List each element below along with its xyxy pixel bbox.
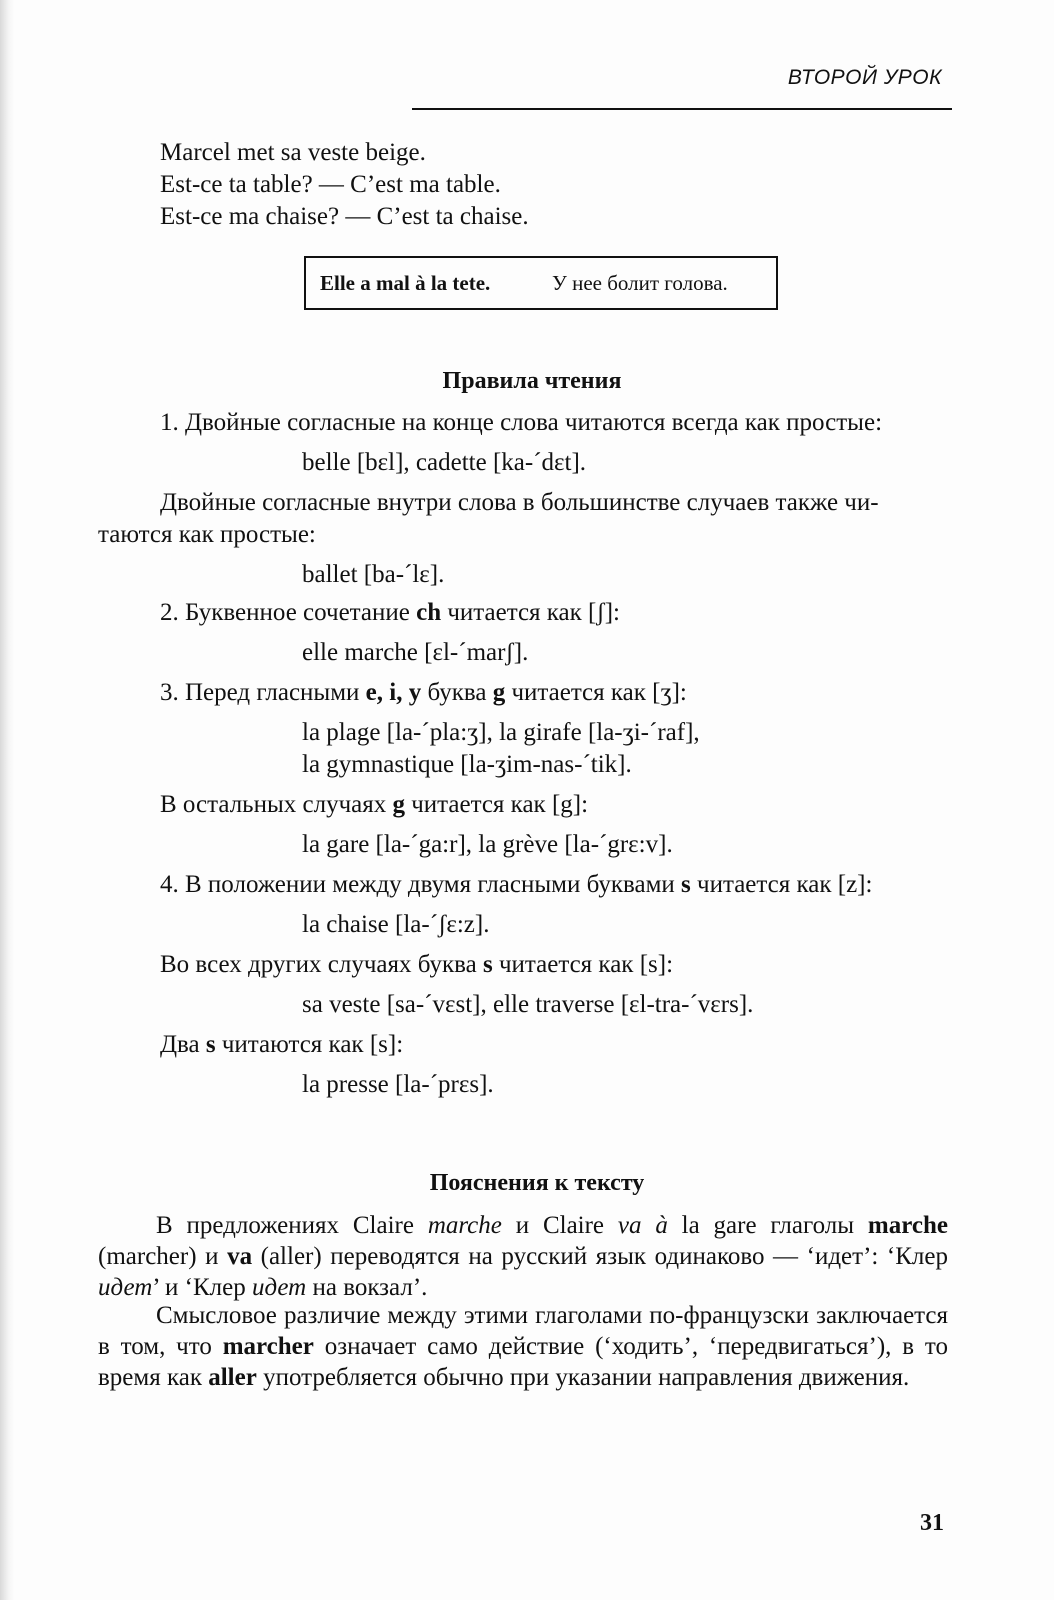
rule-4-double-letter: s (205, 1031, 216, 1058)
intro-line-2: Est-ce ta table? — C’est ma table. (160, 171, 501, 198)
rule-3-letter: g (492, 679, 506, 706)
rule-3-example-2: la gymnastique [la-ʒim-nas-ˊtik]. (302, 751, 632, 778)
rule-4-double-prefix: Два (160, 1031, 206, 1058)
notes-p1-text-6: ’ и ‘Клер (152, 1274, 252, 1301)
rule-2-example: elle marche [ɛl-ˊmarʃ]. (302, 639, 529, 666)
notes-p1-text-2: и Claire (501, 1212, 618, 1239)
notes-p1-text-4: (marcher) и (98, 1243, 228, 1270)
notes-p2-bold-2: aller (208, 1364, 257, 1391)
rule-4-double-text (160, 1030, 403, 1060)
notes-p1-italic-4: идет (251, 1274, 307, 1301)
notes-p1-bold-2: va (227, 1243, 253, 1270)
rule-2-prefix: 2. Буквенное сочетание (160, 599, 417, 626)
rule-4-extra-text (160, 950, 673, 980)
rule-2-suffix: читается как [ʃ]: (441, 599, 620, 626)
rule-2-text (160, 598, 620, 628)
running-header: ВТОРОЙ УРОК (787, 66, 942, 89)
rule-3-prefix: 3. Перед гласными (160, 679, 366, 706)
rule-4-extra-prefix: Во всех других случаях буква (160, 951, 483, 978)
rule-4-extra-suffix: читается как [s]: (492, 951, 674, 978)
rule-1-example: belle [bɛl], cadette [ka-ˊdɛt]. (302, 449, 587, 476)
rule-3-extra-letter: g (392, 791, 405, 818)
notes-p1-italic-1: marche (427, 1212, 502, 1239)
notes-p1-text-3: la gare глаголы (667, 1212, 868, 1239)
rule-3-extra-example: la gare [la-ˊga:r], la grève [la-ˊgrɛ:v]. (302, 831, 673, 858)
notes-p1-text-1: В предложениях Claire (156, 1212, 428, 1239)
phrase-french: Elle a mal à la tete. (320, 271, 491, 295)
rule-3-middle: буква (421, 679, 493, 706)
notes-paragraph-2 (98, 1300, 948, 1393)
rule-4-prefix: 4. В положении между двумя гласными буквами (160, 871, 682, 898)
phrase-russian: У нее болит голова. (552, 271, 728, 295)
notes-p1-text-7: на вокзал’. (306, 1274, 428, 1301)
notes-p1-italic-2: va à (617, 1212, 668, 1239)
notes-p2-text-1: Смысловое различие между этими глаголами по-французски заключается в том, что (98, 1302, 948, 1360)
rule-4-double-suffix: читаются как [s]: (215, 1031, 404, 1058)
section-title-notes: Пояснения к тексту (429, 1170, 645, 1196)
rule-1-text: 1. Двойные согласные на конце слова читаются всегда как простые: (160, 409, 883, 436)
rule-3-extra-suffix: читается как [g]: (404, 791, 589, 818)
notes-p2-text-3: употребляется обычно при указании направления движения. (256, 1364, 910, 1391)
rule-4-suffix: читается как [z]: (690, 871, 873, 898)
notes-paragraph-1 (98, 1210, 948, 1303)
intro-line-1: Marcel met sa veste beige. (160, 139, 426, 166)
notes-p2-bold-1: marcher (222, 1333, 314, 1360)
page-edge-shadow (0, 0, 14, 1600)
rule-1-extra-line-2: таются как простые: (98, 521, 316, 548)
rule-4-text (160, 870, 872, 900)
rule-3-text (160, 678, 687, 708)
rule-3-extra-prefix: В остальных случаях (160, 791, 393, 818)
rule-4-extra-letter: s (483, 951, 493, 978)
rule-3-vowels: e, i, y (365, 679, 422, 706)
notes-p2-text-2: означает само действие (‘ходить’, ‘передвигаться’), в то время как (98, 1333, 948, 1391)
rule-4-extra-example: sa veste [sa-ˊvɛst], elle traverse [ɛl-tra-ˊvɛrs]. (302, 991, 754, 1018)
rule-4-letter: s (681, 871, 691, 898)
intro-line-3: Est-ce ma chaise? — C’est ta chaise. (160, 203, 529, 230)
phrase-box (304, 256, 778, 310)
rule-1-extra-line-1: Двойные согласные внутри слова в большинстве случаев также чи- (160, 489, 879, 516)
rule-3-extra-text (160, 790, 588, 820)
rule-2-letters: ch (416, 599, 442, 626)
page-number: 31 (920, 1510, 944, 1536)
header-rule (412, 108, 952, 110)
rule-4-example: la chaise [la-ˊʃɛ:z]. (302, 911, 490, 938)
rule-3-suffix: читается как [ʒ]: (505, 679, 687, 706)
rule-4-double-example: la presse [la-ˊprɛs]. (302, 1071, 494, 1098)
notes-p1-italic-3: идет (98, 1274, 153, 1301)
notes-p1-bold-1: marche (867, 1212, 948, 1239)
rule-1-extra-example: ballet [ba-ˊlɛ]. (302, 561, 445, 588)
rule-3-example-1: la plage [la-ˊpla:ʒ], la girafe [la-ʒi-ˊraf], (302, 719, 700, 746)
section-title-reading-rules: Правила чтения (442, 368, 622, 394)
notes-p1-text-5: (aller) переводятся на русский язык одинаково — ‘идет’: ‘Клер (252, 1243, 948, 1270)
